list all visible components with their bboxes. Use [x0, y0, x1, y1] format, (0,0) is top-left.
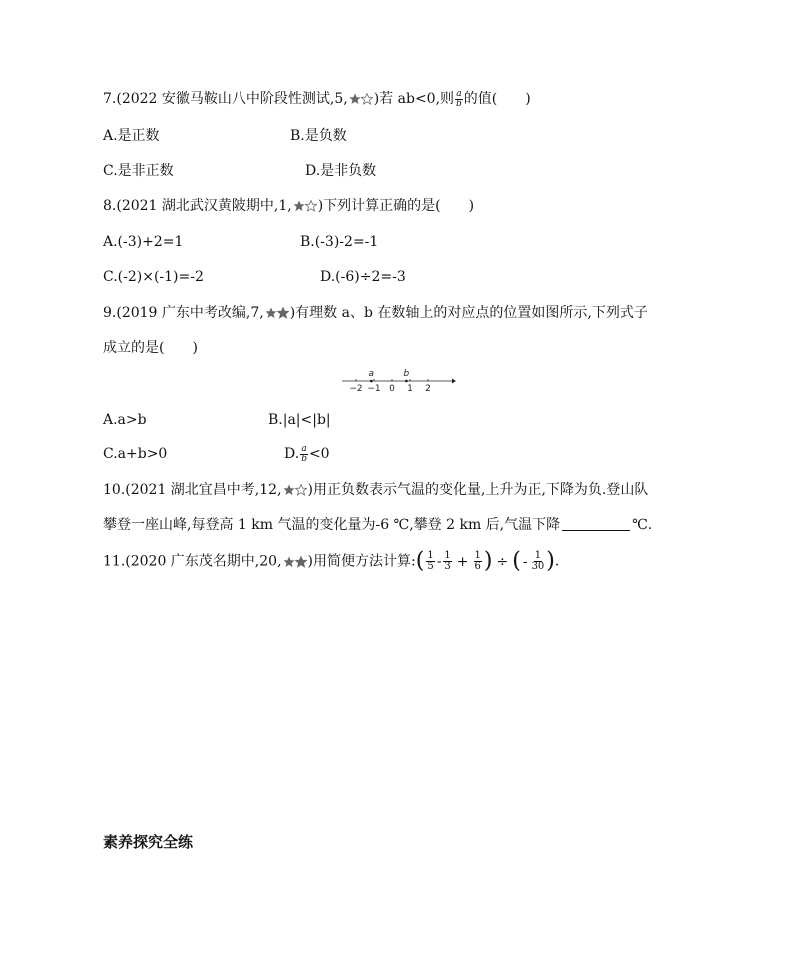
- difficulty-stars-icon: [283, 484, 307, 496]
- q11-plus: +: [456, 553, 469, 570]
- q8-question: )下列计算正确的是(: [317, 198, 441, 214]
- fraction-1-3: $\frac{1}{3}$: [444, 550, 451, 572]
- difficulty-stars-icon: [265, 307, 289, 319]
- q10-question: )用正负数表示气温的变化量,上升为正,下降为负.登山队: [307, 482, 649, 498]
- q10-unit: ℃.: [632, 517, 653, 533]
- q9-source: 9.(2019 广东中考改编,7,: [103, 305, 264, 321]
- fraction-a-over-b: $\frac{a}{b}$: [301, 443, 307, 464]
- q7-close-paren: ): [525, 91, 531, 107]
- number-line-tick-label: −2: [349, 384, 363, 394]
- difficulty-stars-icon: [293, 200, 317, 212]
- section-title: 素养探究全练: [103, 833, 194, 851]
- number-line-arrow-icon: [452, 379, 456, 384]
- q8-source: 8.(2021 湖北武汉黄陂期中,1,: [103, 198, 292, 214]
- fraction-a-over-b: $\frac{a}{b}$: [456, 88, 462, 109]
- q11-negative: -: [522, 553, 528, 570]
- q11-minus: -: [436, 553, 442, 570]
- question-8-stem: [103, 196, 474, 216]
- q11-left-paren: (: [415, 548, 425, 574]
- q7-option-d[interactable]: D.是非负数: [305, 163, 377, 179]
- q11-question: )用简便方法计算:: [307, 553, 416, 570]
- number-line-diagram: [340, 366, 456, 396]
- fraction-1-6: $\frac{1}{6}$: [474, 550, 481, 572]
- number-line-point-a: [370, 380, 373, 383]
- number-line-tick-label: 2: [425, 384, 431, 394]
- q7-option-c[interactable]: C.是非正数: [103, 163, 174, 179]
- number-line-label-b: b: [403, 369, 410, 379]
- question-9-stem-line2: [103, 338, 198, 358]
- q11-left-paren-2: (: [512, 548, 521, 574]
- difficulty-stars-icon: [283, 556, 307, 568]
- q8-close-paren: ): [468, 198, 475, 214]
- q8-option-a[interactable]: A.(-3)+2=1: [103, 234, 184, 250]
- q9-question-end: 成立的是(: [103, 340, 165, 356]
- fraction-1-30: $\frac{1}{30}$: [531, 550, 545, 572]
- number-line-point-b: [405, 380, 408, 383]
- q8-option-c[interactable]: C.(-2)×(-1)=-2: [103, 269, 204, 285]
- q7-option-a[interactable]: A.是正数: [103, 128, 160, 144]
- q11-right-paren-2: ): [546, 548, 555, 574]
- question-7-stem: [103, 89, 531, 109]
- number-line-tick-label: 0: [389, 384, 395, 394]
- q9-question: )有理数 a、b 在数轴上的对应点的位置如图所示,下列式子: [289, 305, 648, 321]
- q9-option-d-label: D.: [284, 446, 300, 462]
- q9-option-d[interactable]: [284, 444, 330, 464]
- q10-question-cont: 攀登一座山峰,每登高 1 km 气温的变化量为-6 ℃,攀登 2 km 后,气温下降: [103, 517, 561, 533]
- q7-condition: )若 ab<0,则: [373, 91, 455, 107]
- difficulty-stars-icon: [349, 93, 373, 105]
- q9-option-c[interactable]: C.a+b>0: [103, 446, 168, 462]
- q11-source: 11.(2020 广东茂名期中,20,: [103, 553, 282, 570]
- q9-option-d-rest: <0: [308, 446, 330, 462]
- q7-source: 7.(2022 安徽马鞍山八中阶段性测试,5,: [103, 91, 348, 107]
- question-9-stem: [103, 303, 648, 323]
- q7-question: 的值(: [463, 91, 498, 107]
- q9-close-paren: ): [192, 340, 198, 356]
- q8-option-b[interactable]: B.(-3)-2=-1: [300, 234, 379, 250]
- q10-source: 10.(2021 湖北宜昌中考,12,: [103, 482, 282, 498]
- q7-option-b[interactable]: B.是负数: [290, 128, 347, 144]
- question-11-stem: [103, 548, 560, 574]
- question-10-line1: [103, 480, 648, 500]
- number-line-tick-label: −1: [367, 384, 381, 394]
- q9-option-a[interactable]: A.a>b: [103, 412, 147, 428]
- question-10-line2: [103, 515, 652, 535]
- q9-option-b[interactable]: B.|a|<|b|: [268, 412, 331, 428]
- q11-period: .: [554, 553, 560, 570]
- q8-option-d[interactable]: D.(-6)÷2=-3: [320, 269, 406, 285]
- q11-divide: ÷: [496, 553, 509, 570]
- number-line-tick-label: 1: [407, 384, 413, 394]
- number-line-label-a: a: [368, 369, 375, 379]
- fraction-1-5: $\frac{1}{5}$: [427, 550, 434, 572]
- q11-right-paren: ): [483, 548, 493, 574]
- answer-blank[interactable]: [562, 516, 630, 531]
